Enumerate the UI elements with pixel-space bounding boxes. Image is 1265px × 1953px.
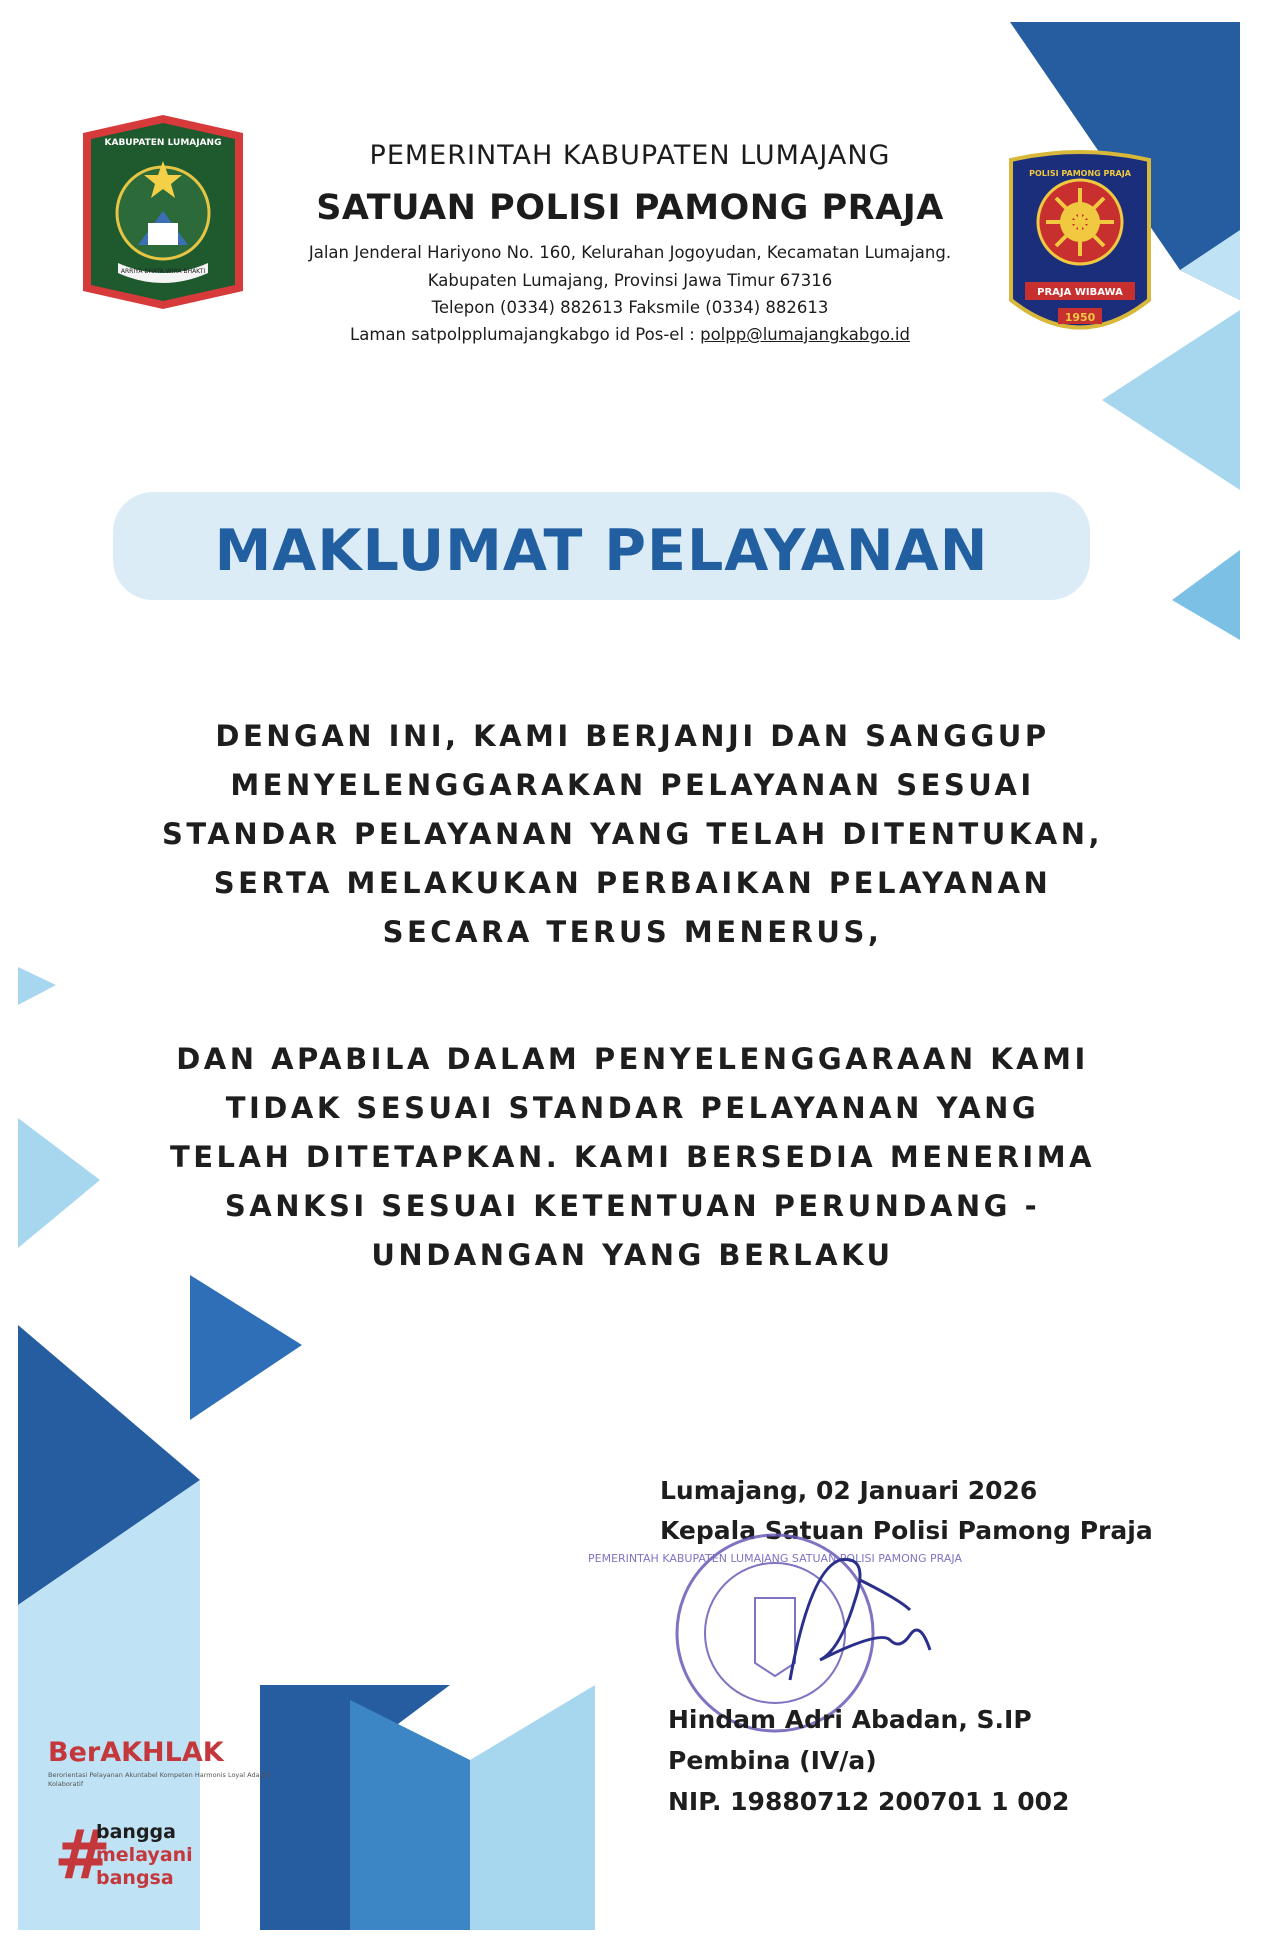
right-logo-ribbon-text: PRAJA WIBAWA — [1037, 287, 1123, 298]
left-logo-ribbon-text: ARRIYA BHATA WIRA BHAKTI — [120, 268, 206, 275]
signatory-nip: NIP. 19880712 200701 1 002 — [668, 1787, 1070, 1816]
kabupaten-lumajang-logo — [78, 113, 248, 311]
hashtag-line: bangsa — [96, 1867, 174, 1889]
stamp-text: PEMERINTAH KABUPATEN LUMAJANG SATUAN POLISI PAMONG PRAJA — [588, 1552, 962, 1565]
deco-triangle — [18, 967, 56, 1005]
deco-triangle — [190, 1275, 302, 1420]
berakhlak-subtitle: Berorientasi Pelayanan Akuntabel Kompeten Harmonis Loyal Adaptif Kolaboratif — [48, 1771, 271, 1788]
statement-1-line: DENGAN INI, KAMI BERJANJI DAN SANGGUP — [215, 719, 1050, 753]
header-address-line1: Jalan Jenderal Hariyono No. 160, Kelurahan Jogoyudan, Kecamatan Lumajang. — [308, 243, 952, 262]
header-web-prefix: Laman satpolpplumajangkabgo id Pos-el : — [350, 325, 701, 344]
right-logo-year: 1950 — [1064, 311, 1096, 324]
handwritten-signature — [760, 1540, 950, 1700]
header-web — [250, 325, 1010, 344]
header-email-link[interactable]: polpp@lumajangkabgo.id — [700, 325, 910, 344]
statement-1-line: MENYELENGGARAKAN PELAYANAN SESUAI — [230, 768, 1035, 802]
statement-1-line: SECARA TERUS MENERUS, — [382, 915, 883, 949]
deco-triangle — [260, 1685, 350, 1930]
signature-position: Kepala Satuan Polisi Pamong Praja — [660, 1516, 1153, 1545]
hashtag-line: melayani — [96, 1844, 193, 1866]
deco-triangle — [1172, 550, 1240, 640]
signatory-rank: Pembina (IV/a) — [668, 1746, 877, 1775]
signature-place-date: Lumajang, 02 Januari 2026 — [660, 1476, 1038, 1505]
statement-1-line: SERTA MELAKUKAN PERBAIKAN PELAYANAN — [213, 866, 1052, 900]
header-government: PEMERINTAH KABUPATEN LUMAJANG — [369, 140, 891, 171]
bangga-melayani-bangsa-logo — [52, 1816, 222, 1898]
statement-2-line: TELAH DITETAPKAN. KAMI BERSEDIA MENERIMA — [169, 1140, 1096, 1174]
statement-1-line: STANDAR PELAYANAN YANG TELAH DITENTUKAN, — [161, 817, 1103, 851]
document-title: MAKLUMAT PELAYANAN — [214, 518, 989, 584]
berakhlak-title: BerAKHLAK — [48, 1737, 224, 1768]
header-address-line2: Kabupaten Lumajang, Provinsi Jawa Timur 67316 — [427, 271, 833, 290]
hashtag-icon: # — [54, 1816, 111, 1895]
left-logo-ring-text: KABUPATEN LUMAJANG — [104, 138, 222, 148]
signatory-name: Hindam Adri Abadan, S.IP — [668, 1705, 1032, 1734]
hashtag-line: bangga — [96, 1821, 176, 1843]
right-logo-ring-text: POLISI PAMONG PRAJA — [1029, 169, 1131, 178]
berakhlak-logo — [48, 1737, 278, 1789]
deco-triangle — [350, 1700, 470, 1930]
statement-2-line: TIDAK SESUAI STANDAR PELAYANAN YANG — [225, 1091, 1040, 1125]
statement-2-line: UNDANGAN YANG BERLAKU — [371, 1238, 894, 1272]
statement-2 — [70, 1035, 1195, 1280]
satpol-pp-logo — [1005, 150, 1155, 350]
statement-1 — [70, 712, 1195, 957]
header-unit: SATUAN POLISI PAMONG PRAJA — [316, 188, 944, 228]
deco-triangle — [470, 1685, 595, 1930]
title-banner — [113, 492, 1090, 600]
statement-2-line: SANKSI SESUAI KETENTUAN PERUNDANG - — [224, 1189, 1041, 1223]
statement-2-line: DAN APABILA DALAM PENYELENGGARAAN KAMI — [176, 1042, 1089, 1076]
header-phone: Telepon (0334) 882613 Faksmile (0334) 882613 — [431, 298, 829, 317]
